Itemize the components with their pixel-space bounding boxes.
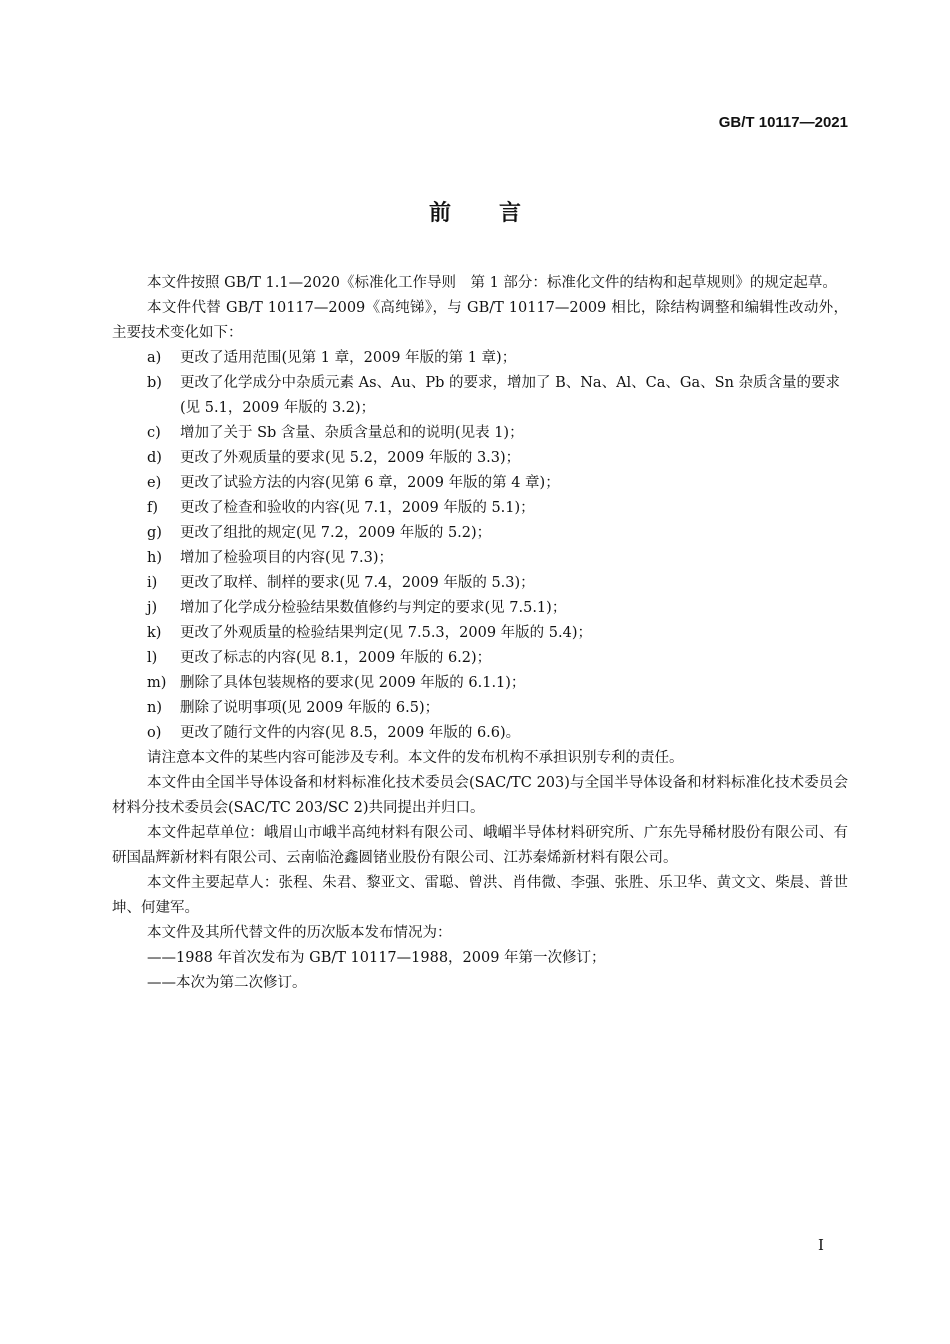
change-label: e) bbox=[147, 475, 162, 491]
change-text: 更改了随行文件的内容(见 8.5，2009 年版的 6.6)。 bbox=[180, 725, 521, 741]
change-label: a) bbox=[147, 350, 162, 366]
change-text: 增加了关于 Sb 含量、杂质含量总和的说明(见表 1)； bbox=[180, 425, 524, 441]
change-label: m) bbox=[147, 675, 167, 691]
change-text: 更改了试验方法的内容(见第 6 章，2009 年版的第 4 章)； bbox=[180, 475, 560, 491]
change-item bbox=[112, 421, 848, 446]
change-item bbox=[112, 371, 848, 421]
changes-list bbox=[112, 346, 848, 746]
change-item bbox=[112, 721, 848, 746]
history-item: ——本次为第二次修订。 bbox=[147, 975, 307, 991]
change-item bbox=[112, 496, 848, 521]
change-item bbox=[112, 471, 848, 496]
document-body bbox=[112, 271, 848, 996]
change-text: 更改了标志的内容(见 8.1，2009 年版的 6.2)； bbox=[180, 650, 492, 666]
paragraph: 本文件代替 GB/T 10117—2009《高纯锑》，与 GB/T 10117—2009 相比，除结构调整和编辑性改动外，主要技术变化如下： bbox=[112, 300, 848, 341]
standard-number-header: GB/T 10117—2021 bbox=[718, 114, 848, 131]
change-item bbox=[112, 696, 848, 721]
change-label: f) bbox=[147, 500, 159, 516]
paragraph: 请注意本文件的某些内容可能涉及专利。本文件的发布机构不承担识别专利的责任。 bbox=[147, 750, 684, 766]
change-item bbox=[112, 571, 848, 596]
page-number: I bbox=[818, 1236, 824, 1254]
change-item bbox=[112, 621, 848, 646]
change-label: j) bbox=[147, 600, 158, 616]
change-label: k) bbox=[147, 625, 162, 641]
change-item bbox=[112, 671, 848, 696]
change-item bbox=[112, 521, 848, 546]
change-item bbox=[112, 646, 848, 671]
change-item bbox=[112, 346, 848, 371]
change-item bbox=[112, 596, 848, 621]
change-item bbox=[112, 546, 848, 571]
paragraph: 本文件按照 GB/T 1.1—2020《标准化工作导则 第 1 部分：标准化文件的结构和起草规则》的规定起草。 bbox=[147, 275, 837, 291]
history-item: ——1988 年首次发布为 GB/T 10117—1988，2009 年第一次修订； bbox=[147, 950, 606, 966]
page-title bbox=[0, 196, 950, 227]
change-text: 增加了化学成分检验结果数值修约与判定的要求(见 7.5.1)； bbox=[180, 600, 567, 616]
change-text: 增加了检验项目的内容(见 7.3)； bbox=[180, 550, 393, 566]
paragraph: 本文件由全国半导体设备和材料标准化技术委员会(SAC/TC 203)与全国半导体设备和材料标准化技术委员会材料分技术委员会(SAC/TC 203/SC 2)共同提出并归口。 bbox=[112, 775, 848, 816]
change-label: o) bbox=[147, 725, 162, 741]
change-text: 更改了组批的规定(见 7.2，2009 年版的 5.2)； bbox=[180, 525, 492, 541]
title-char: 言 bbox=[499, 201, 522, 226]
change-label: l) bbox=[147, 650, 158, 666]
change-text: 更改了外观质量的要求(见 5.2，2009 年版的 3.3)； bbox=[180, 450, 521, 466]
title-char: 前 bbox=[428, 201, 451, 226]
change-text: 更改了取样、制样的要求(见 7.4，2009 年版的 5.3)； bbox=[180, 575, 535, 591]
paragraph: 本文件主要起草人：张程、朱君、黎亚文、雷聪、曾洪、肖伟微、李强、张胜、乐卫华、黄文文、柴晨、普世坤、何建军。 bbox=[112, 875, 848, 916]
change-label: c) bbox=[147, 425, 161, 441]
change-label: h) bbox=[147, 550, 162, 566]
change-item bbox=[112, 446, 848, 471]
change-text: 更改了外观质量的检验结果判定(见 7.5.3，2009 年版的 5.4)； bbox=[180, 625, 592, 641]
change-label: b) bbox=[147, 375, 162, 391]
change-label: n) bbox=[147, 700, 162, 716]
paragraph: 本文件及其所代替文件的历次版本发布情况为： bbox=[147, 925, 452, 941]
paragraph: 本文件起草单位：峨眉山市峨半高纯材料有限公司、峨嵋半导体材料研究所、广东先导稀材股份有限公司、有研国晶辉新材料有限公司、云南临沧鑫圆锗业股份有限公司、江苏秦烯新材料有限公司。 bbox=[112, 825, 848, 866]
change-text: 更改了化学成分中杂质元素 As、Au、Pb 的要求，增加了 B、Na、Al、Ca、Ga、Sn 杂质含量的要求(见 5.1，2009 年版的 3.2)； bbox=[180, 375, 841, 416]
change-text: 更改了适用范围(见第 1 章，2009 年版的第 1 章)； bbox=[180, 350, 517, 366]
change-label: g) bbox=[147, 525, 162, 541]
change-label: d) bbox=[147, 450, 162, 466]
change-text: 更改了检查和验收的内容(见 7.1，2009 年版的 5.1)； bbox=[180, 500, 535, 516]
change-text: 删除了具体包装规格的要求(见 2009 年版的 6.1.1)； bbox=[180, 675, 526, 691]
change-text: 删除了说明事项(见 2009 年版的 6.5)； bbox=[180, 700, 440, 716]
change-label: i) bbox=[147, 575, 158, 591]
